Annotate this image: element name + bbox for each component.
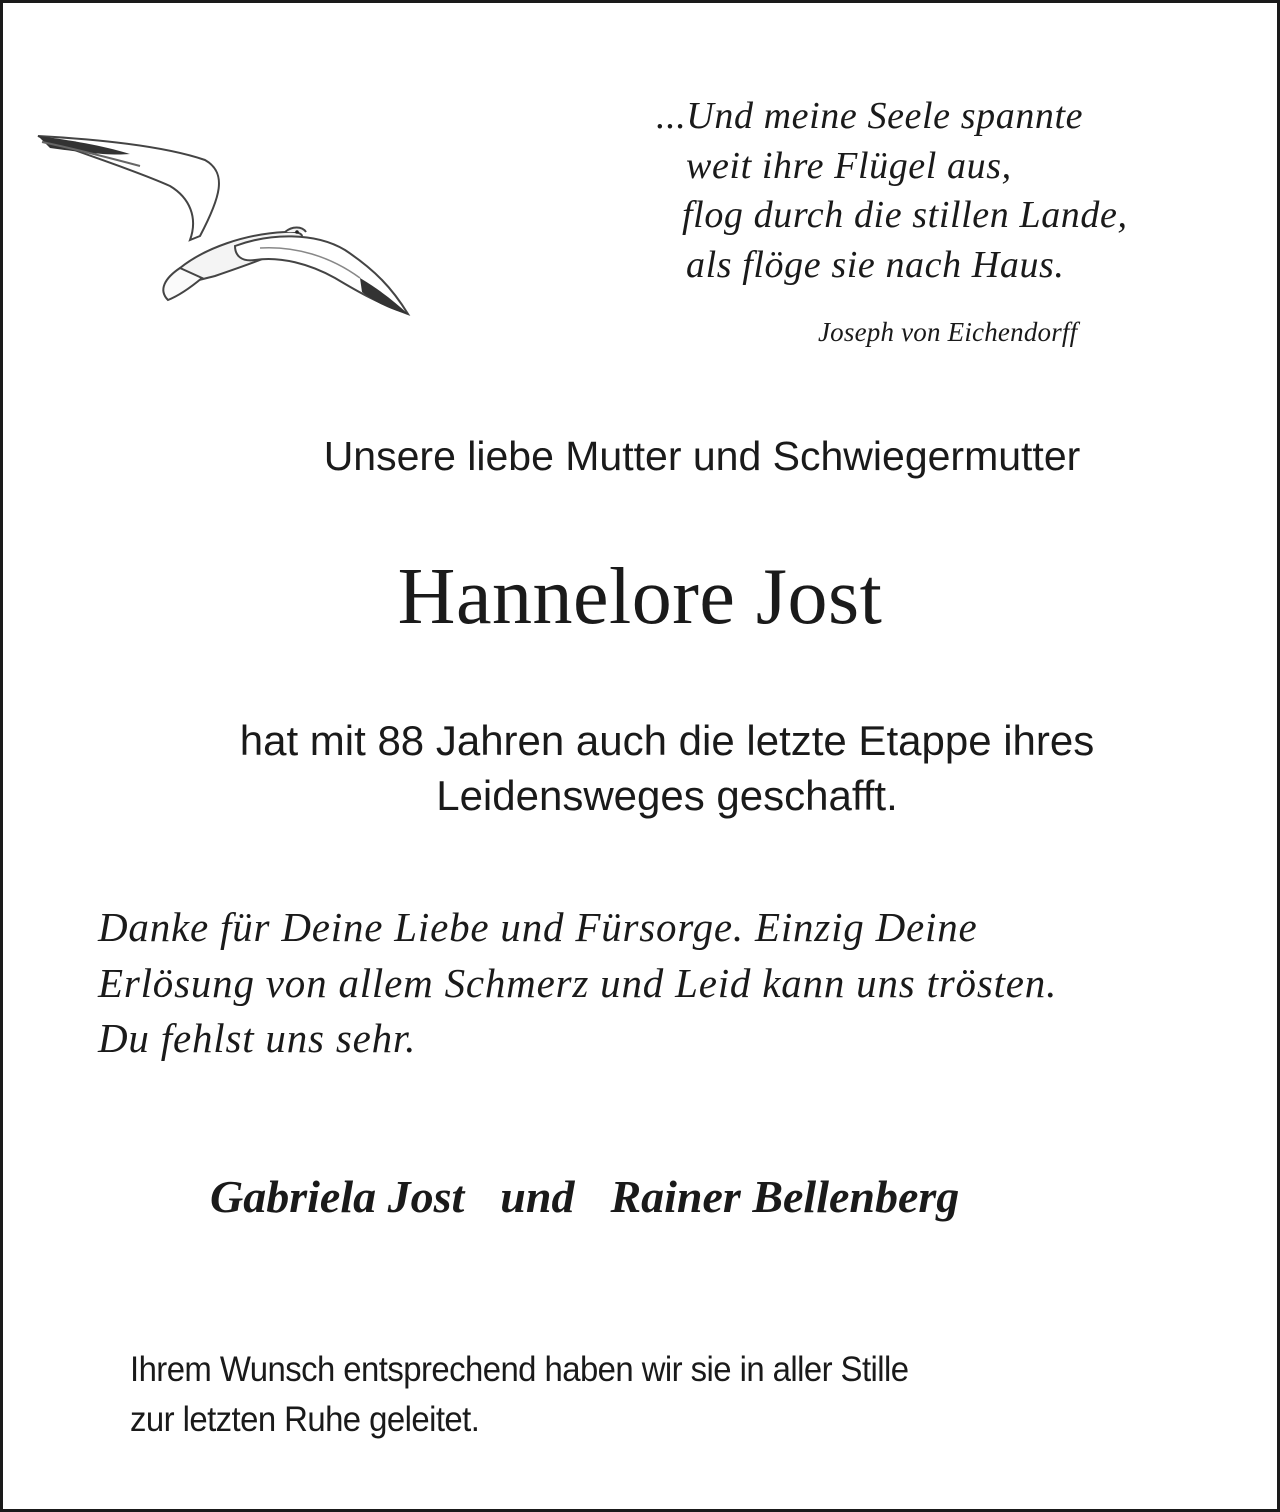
message-line: hat mit 88 Jahren auch die letzte Etappe ihres [239, 717, 1095, 764]
message-line: Leidensweges geschafft. [436, 772, 898, 819]
signer-second: Rainer Bellenberg [610, 1171, 960, 1222]
quote-line: als flöge sie nach Haus. [686, 243, 1065, 286]
closing-note [130, 1345, 908, 1445]
deceased-name [0, 552, 1280, 643]
quote-line: weit ihre Flügel aus, [686, 144, 1012, 187]
signers [210, 1170, 959, 1223]
thanks-text [98, 900, 1258, 1067]
thanks-line: Erlösung von allem Schmerz und Leid kann uns trösten. [98, 959, 1058, 1006]
quote-author: Joseph von Eichendorff [818, 317, 1078, 347]
signer-first: Gabriela Jost [210, 1171, 465, 1222]
quote-poem [656, 92, 1256, 290]
seagull-icon [30, 128, 415, 323]
intro-text: Unsere liebe Mutter und Schwiegermutter [323, 433, 1081, 479]
note-line: Ihrem Wunsch entsprechend haben wir sie in aller Stille [130, 1350, 909, 1389]
thanks-line: Du fehlst uns sehr. [98, 1015, 417, 1061]
quote-line: ...Und meine Seele spannte [656, 95, 1084, 137]
deceased-name-text: Hannelore Jost [397, 553, 883, 641]
quote-line: flog durch die stillen Lande, [682, 194, 1128, 236]
signer-separator: und [500, 1171, 575, 1222]
message-text [0, 713, 1280, 823]
note-line: zur letzten Ruhe geleitet. [130, 1400, 480, 1439]
thanks-line: Danke für Deine Liebe und Fürsorge. Einzig Deine [98, 904, 978, 950]
